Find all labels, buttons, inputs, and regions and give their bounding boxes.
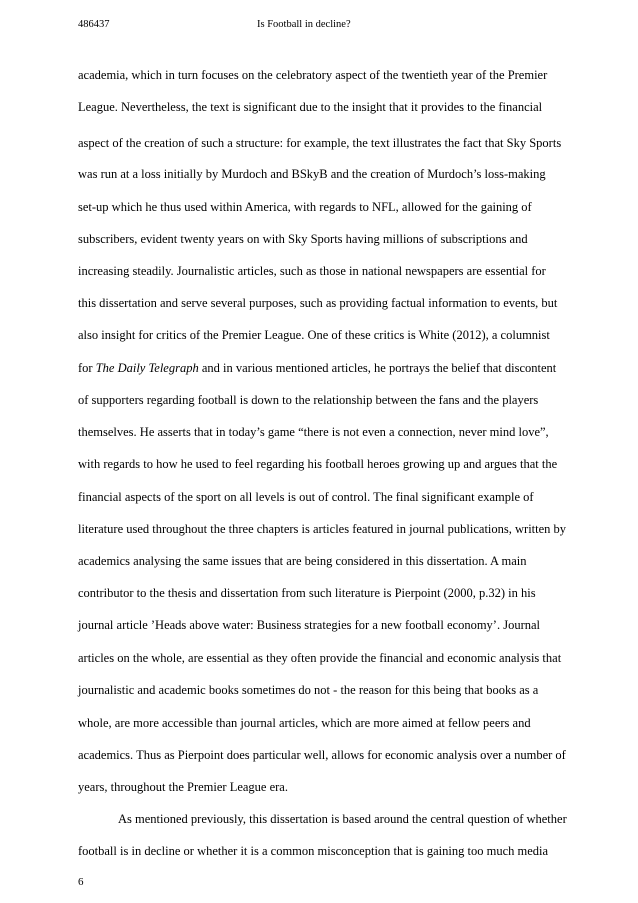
text-line: this dissertation and serve several purposes, such as providing factual information to events, but	[78, 296, 558, 310]
text-line: academia, which in turn focuses on the celebratory aspect of the twentieth year of the Premier	[78, 68, 548, 82]
text-line: whole, are more accessible than journal articles, which are more aimed at fellow peers and	[78, 716, 531, 730]
text-fragment: and in various mentioned articles, he portrays the belief that discontent	[198, 361, 557, 375]
text-line: financial aspects of the sport on all levels is out of control. The final significant example of	[78, 490, 534, 504]
text-line: increasing steadily. Journalistic articles, such as those in national newspapers are essential for	[78, 264, 546, 278]
text-line: with regards to how he used to feel regarding his football heroes growing up and argues that the	[78, 457, 558, 471]
text-line: articles on the whole, are essential as they often provide the financial and economic analysis that	[78, 651, 562, 665]
page-number: 6	[78, 876, 84, 888]
text-line: set-up which he thus used within America, with regards to NFL, allowed for the gaining of	[78, 200, 532, 214]
text-fragment: for	[78, 361, 96, 375]
text-line: themselves. He asserts that in today’s game “there is not even a connection, never mind love”,	[78, 425, 549, 439]
text-line: was run at a loss initially by Murdoch and BSkyB and the creation of Murdoch’s loss-making	[78, 167, 546, 181]
text-line: League. Nevertheless, the text is significant due to the insight that it provides to the financial	[78, 100, 543, 114]
newspaper-title: The Daily Telegraph	[95, 361, 199, 375]
header-title: Is Football in decline?	[257, 19, 351, 30]
text-line: academics. Thus as Pierpoint does particular well, allows for economic analysis over a number of	[78, 748, 566, 762]
text-line: journalistic and academic books sometimes do not - the reason for this being that books as a	[78, 683, 539, 697]
text-line: contributor to the thesis and dissertation from such literature is Pierpoint (2000, p.32) in his	[78, 586, 536, 600]
text-line: football is in decline or whether it is a common misconception that is gaining too much media	[78, 844, 549, 858]
text-line: subscribers, evident twenty years on with Sky Sports having millions of subscriptions and	[78, 232, 528, 246]
text-line: literature used throughout the three chapters is articles featured in journal publications, written by	[78, 522, 567, 536]
text-line: aspect of the creation of such a structure: for example, the text illustrates the fact that Sky Sports	[78, 136, 562, 150]
text-line-indented: As mentioned previously, this dissertation is based around the central question of whether	[118, 812, 567, 826]
text-line: years, throughout the Premier League era.	[78, 780, 288, 794]
text-line	[78, 361, 556, 376]
text-line: academics analysing the same issues that are being considered in this dissertation. A main	[78, 554, 527, 568]
text-line: journal article ’Heads above water: Business strategies for a new football economy’. Journal	[78, 618, 540, 632]
text-line: also insight for critics of the Premier League. One of these critics is White (2012), a columnist	[78, 328, 550, 342]
header-student-id: 486437	[78, 19, 110, 30]
text-line: of supporters regarding football is down to the relationship between the fans and the players	[78, 393, 539, 407]
